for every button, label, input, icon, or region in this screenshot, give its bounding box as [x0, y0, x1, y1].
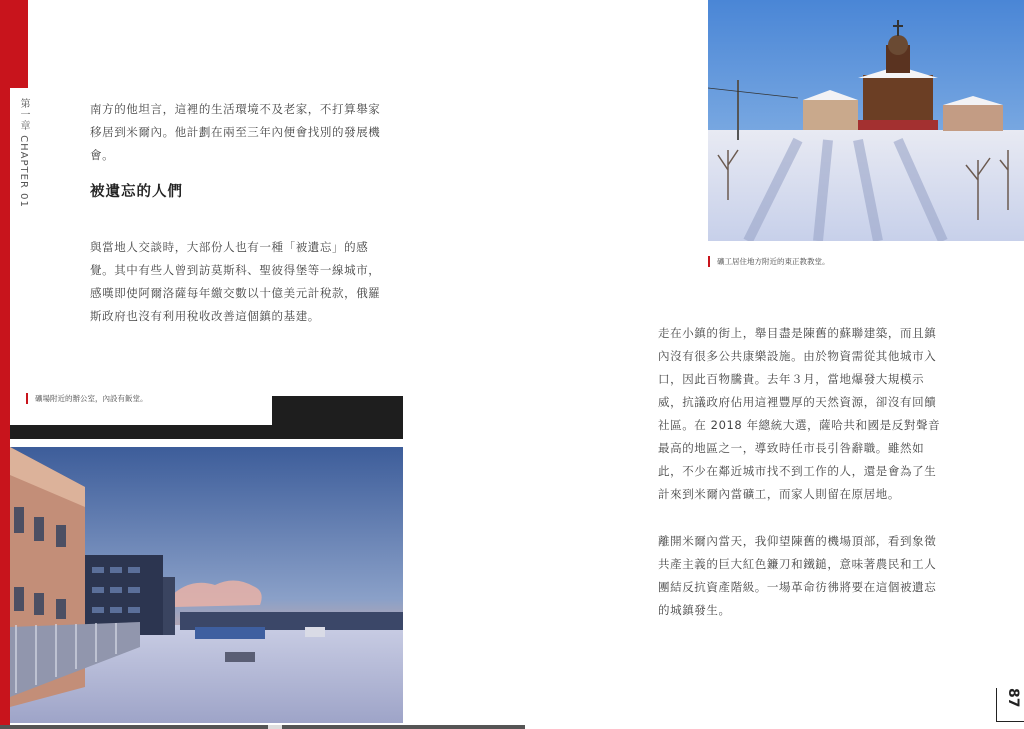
page-number-underline — [996, 721, 1024, 722]
photo-caption — [708, 256, 830, 267]
page-bottom-tab — [268, 725, 282, 729]
caption-text: 礦場附近的辦公室，內設有飯堂。 — [35, 394, 148, 403]
caption-marker — [708, 256, 710, 267]
caption-text: 礦工居住地方附近的東正教教堂。 — [717, 257, 830, 266]
chapter-accent-top — [10, 0, 28, 88]
paragraph: 南方的他坦言，這裡的生活環境不及老家，不打算舉家移居到米爾內。他計劃在兩至三年內便會找別的發展機會。 — [90, 102, 381, 162]
caption-marker — [26, 393, 28, 404]
paragraph: 離開米爾內當天，我仰望陳舊的機場頂部，看到象徵共產主義的巨大紅色鐮刀和鐵鎚，意味著農民和工人團結反抗資產階級。一場革命彷彿將要在這個被遺忘的城鎮發生。 — [658, 534, 937, 617]
photo-caption — [26, 393, 148, 404]
mine-office-photo — [10, 447, 403, 723]
page-number: 87 — [1005, 688, 1021, 708]
decorative-band — [272, 396, 403, 426]
paragraph: 走在小鎮的街上，舉目盡是陳舊的蘇聯建築，而且鎮內沒有很多公共康樂設施。由於物資需從其他城市入口，因此百物騰貴。去年３月，當地爆發大規模示威，抗議政府佔用這裡豐厚的天然資源，卻沒有回饋社區。在 2018 年總統大選，薩哈共和國是反對聲音最高的地區之一，導致時任市長引咎辭職。雖然如此，不少在鄰近城市找不到工作的人，還是會為了生計來到米爾內當礦工，而家人則留在原居地。 — [658, 326, 941, 501]
chapter-label: 第一章 CHAPTER 01 — [18, 98, 29, 208]
chapter-accent-bar — [0, 0, 10, 729]
section-heading: 被遺忘的人們 — [90, 184, 183, 200]
page-bottom-rule — [0, 725, 525, 729]
paragraph: 與當地人交談時，大部份人也有一種「被遺忘」的感覺。其中有些人曾到訪莫斯科、聖彼得堡等一線城市，感嘆即使阿爾洛薩每年繳交數以十億美元計稅款，俄羅斯政府也沒有利用稅收改善這個鎮的基建。 — [90, 240, 381, 323]
orthodox-church-photo — [708, 0, 1024, 241]
decorative-band — [10, 425, 403, 439]
